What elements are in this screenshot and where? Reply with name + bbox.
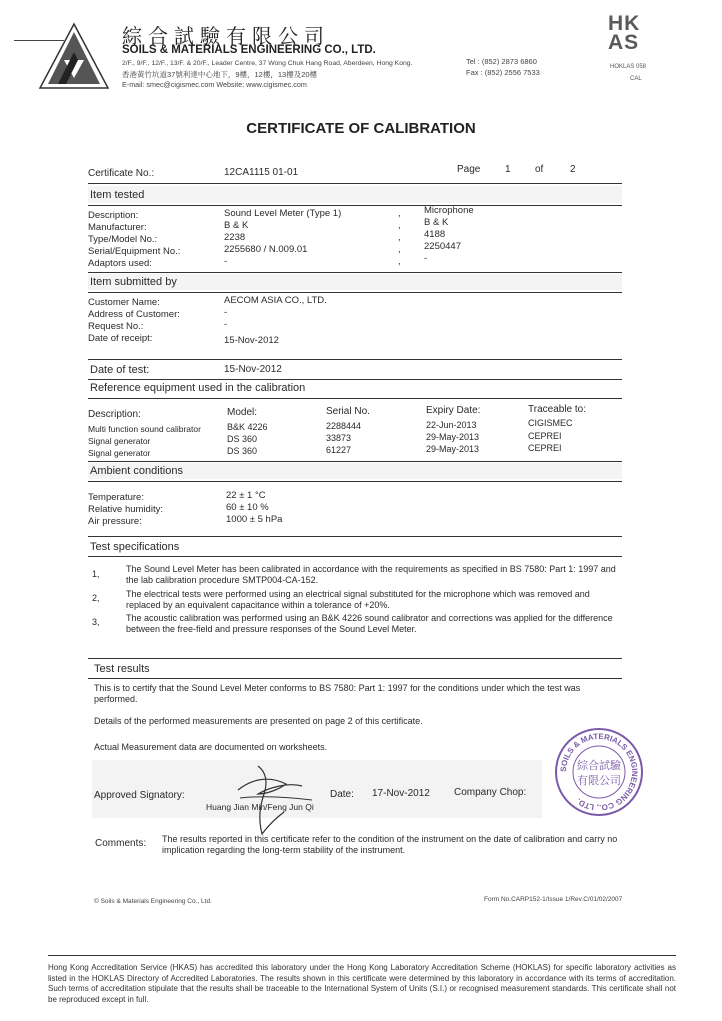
- ambient-heading: Ambient conditions: [90, 465, 183, 477]
- field-label: Temperature:: [88, 492, 144, 503]
- stamp-center-line2: 有限公司: [577, 774, 621, 787]
- ref-header-model: Model:: [227, 407, 258, 418]
- item-tested-labels: [88, 210, 180, 270]
- spec-text: The acoustic calibration was performed using an B&K 4226 sound calibrator and corrections was applied for the difference between the free-field and pressure responses of the Sound Level Meter.: [126, 613, 613, 634]
- results-paragraph: This is to certify that the Sound Level Meter conforms to BS 7580: Part 1: 1997 for the conditions under which the test was performed.: [94, 683, 581, 704]
- field-value: Microphone: [424, 205, 474, 216]
- ref-cell-traceable: CEPREI: [528, 431, 562, 441]
- spec-text: The electrical tests were performed using an electrical signal substituted for the microphone which was removed and replaced by an equivalent capacitance within a tolerance of +20%.: [126, 589, 590, 610]
- field-value: 2255680 / N.009.01: [224, 244, 308, 255]
- divider: [88, 205, 622, 206]
- field-value: AECOM ASIA CO., LTD.: [224, 295, 327, 306]
- company-chop-stamp: [554, 727, 644, 817]
- field-value: -: [224, 307, 228, 318]
- ref-cell-expiry: 22-Jun-2013: [426, 420, 477, 430]
- field-label: Description:: [88, 210, 139, 221]
- field-value: 4188: [424, 229, 446, 240]
- company-chop-label: Company Chop:: [454, 787, 527, 798]
- ref-cell-serial: 61227: [326, 445, 352, 455]
- field-value: 15-Nov-2012: [224, 335, 279, 346]
- divider: [88, 272, 622, 273]
- field-label: Customer Name:: [88, 297, 160, 308]
- date-of-test-value: 15-Nov-2012: [224, 364, 282, 375]
- spec-number: 2,: [92, 593, 100, 603]
- company-address-chinese: 香港黃竹坑道37號利達中心地下，9樓，12樓，13樓及20樓: [122, 70, 318, 79]
- ambient-labels: [88, 492, 163, 528]
- stamp-ring-text: SOILS & MATERIALS ENGINEERING CO., LTD.: [558, 731, 640, 813]
- divider: [88, 556, 622, 557]
- company-address: 2/F., 9/F., 12/F., 13/F. & 20/F., Leader Centre, 37 Wong Chuk Hang Road, Aberdeen, Hong Kong.: [122, 60, 413, 67]
- spec-number: 3,: [92, 617, 100, 627]
- spec-number: 1,: [92, 569, 100, 579]
- hkas-logo: [608, 14, 666, 92]
- certificate-no-value: 12CA1115 01-01: [224, 167, 299, 178]
- certificate-no-label: Certificate No.:: [88, 168, 155, 179]
- field-label: Request No.:: [88, 321, 144, 332]
- divider: [88, 398, 622, 399]
- divider: [88, 359, 622, 360]
- document-title: CERTIFICATE OF CALIBRATION: [246, 120, 476, 137]
- telephone: Tel : (852) 2873 6860: [466, 57, 537, 66]
- company-name-english: SOILS & MATERIALS ENGINEERING CO., LTD.: [122, 44, 376, 56]
- ref-cell-expiry: 29-May-2013: [426, 444, 480, 454]
- item-tested-values: [224, 208, 341, 268]
- page-number: 1: [505, 164, 511, 175]
- test-results-heading: Test results: [94, 663, 150, 675]
- divider: [88, 379, 622, 380]
- form-number: Form No.CARP152-1/Issue 1/Rev.C/01/02/2007: [484, 896, 623, 903]
- of-label: of: [535, 164, 544, 175]
- ref-cell-serial: 33873: [326, 433, 352, 443]
- comments-text: The results reported in this certificate refer to the condition of the instrument on the date of calibration and carry no implication regarding the long-term stability of the instrument.: [162, 834, 618, 855]
- ref-cell-traceable: CIGISMEC: [528, 418, 573, 428]
- hoklas-number: HOKLAS 058: [610, 64, 647, 70]
- results-paragraph: Details of the performed measurements are presented on page 2 of this certificate.: [94, 716, 423, 726]
- field-label: Adaptors used:: [88, 258, 152, 269]
- date-of-test-label: Date of test:: [90, 364, 150, 376]
- field-value: Sound Level Meter (Type 1): [224, 208, 342, 219]
- field-label: Serial/Equipment No.:: [88, 246, 181, 257]
- field-label: Date of receipt:: [88, 333, 153, 344]
- footer-rule: [48, 955, 676, 956]
- copyright-notice: © Soils & Materials Engineering Co., Ltd.: [94, 898, 212, 905]
- divider: [88, 292, 622, 293]
- ref-cell-model: DS 360: [227, 434, 258, 444]
- field-label: Type/Model No.:: [88, 234, 158, 245]
- ref-header-traceable: Traceable to:: [528, 404, 586, 415]
- field-label: Air pressure:: [88, 516, 142, 527]
- page-label: Page: [457, 164, 481, 175]
- field-value: 2238: [224, 232, 246, 243]
- company-logo: [38, 22, 110, 90]
- field-value: 60 ± 10 %: [226, 502, 269, 513]
- field-value: -: [224, 256, 228, 267]
- signature-date-value: 17-Nov-2012: [372, 788, 430, 799]
- field-label: Relative humidity:: [88, 504, 163, 515]
- test-specs-heading: Test specifications: [90, 541, 180, 553]
- field-value: 2250447: [424, 241, 461, 252]
- item-submitted-heading: Item submitted by: [90, 276, 177, 288]
- item-tested-values-2: [424, 205, 474, 265]
- ref-cell-serial: 2288444: [326, 421, 362, 431]
- ref-cell-model: B&K 4226: [227, 422, 268, 432]
- item-submitted-values: [224, 295, 327, 347]
- ref-cell-model: DS 360: [227, 446, 258, 456]
- company-contact: E-mail: smec@cigismec.com Website: www.cigismec.com: [122, 80, 307, 89]
- cal-label: CAL: [630, 76, 642, 82]
- divider: [88, 678, 622, 679]
- spec-text: The Sound Level Meter has been calibrated in accordance with the requirements as specified in BS 7580: Part 1: 1997 and the lab calibration procedure SMTP004-CA-152.: [126, 564, 616, 585]
- item-submitted-labels: [88, 297, 180, 345]
- reference-heading: Reference equipment used in the calibration: [90, 382, 306, 394]
- field-value: B & K: [224, 220, 249, 231]
- divider: [88, 183, 622, 184]
- company-name-chinese: 綜合試驗有限公司: [122, 24, 330, 48]
- hkas-accreditation-notice: Hong Kong Accreditation Service (HKAS) has accredited this laboratory under the Hong Kong Laboratory Accreditation Scheme (HOKLAS) for specific laboratory activities as listed in the HOKLAS Directory of Accredited Laboratories. The results shown in this certificate were determined by this laboratory in accordance with its terms of accreditation. Such terms of accreditation stipulate that the results shall be traceable to the International System of Units (S.I.) or recognised measurement standards. This certificate shall not be reproduced except in full.: [48, 963, 676, 1004]
- divider: [88, 658, 622, 659]
- field-value: 22 ± 1 °C: [226, 490, 266, 501]
- divider: [88, 481, 622, 482]
- ref-cell-expiry: 29-May-2013: [426, 432, 480, 442]
- hkas-logo-mark: HK AS: [608, 12, 641, 54]
- signatory-name: Huang Jian Min/Feng Jun Qi: [206, 802, 314, 812]
- signature-mark: [228, 760, 318, 840]
- ref-cell-traceable: CEPREI: [528, 443, 562, 453]
- approved-signatory-label: Approved Signatory:: [94, 790, 185, 801]
- field-value: -: [224, 319, 228, 330]
- page-total: 2: [570, 164, 576, 175]
- divider: [88, 536, 622, 537]
- section-band: [88, 186, 622, 203]
- ref-cell-description: Signal generator: [88, 448, 151, 458]
- comments-label: Comments:: [95, 838, 147, 849]
- results-paragraph: Actual Measurement data are documented on worksheets.: [94, 742, 328, 752]
- fax: Fax : (852) 2556 7533: [466, 68, 540, 77]
- divider: [88, 461, 622, 462]
- ref-header-serial: Serial No.: [326, 406, 370, 417]
- ref-cell-description: Multi function sound calibrator: [88, 424, 201, 434]
- field-value: B & K: [424, 217, 449, 228]
- ref-header-description: Description:: [88, 409, 141, 420]
- ref-cell-description: Signal generator: [88, 436, 151, 446]
- field-label: Address of Customer:: [88, 309, 180, 320]
- stamp-center-line1: 綜合試驗: [577, 759, 621, 772]
- field-label: Manufacturer:: [88, 222, 147, 233]
- field-value: -: [424, 253, 428, 264]
- item-tested-heading: Item tested: [90, 189, 145, 201]
- item-tested-separators: , , , , ,: [398, 208, 401, 267]
- ambient-values: [226, 490, 282, 526]
- ref-header-expiry: Expiry Date:: [426, 405, 481, 416]
- signature-date-label: Date:: [330, 789, 354, 800]
- field-value: 1000 ± 5 hPa: [226, 514, 283, 525]
